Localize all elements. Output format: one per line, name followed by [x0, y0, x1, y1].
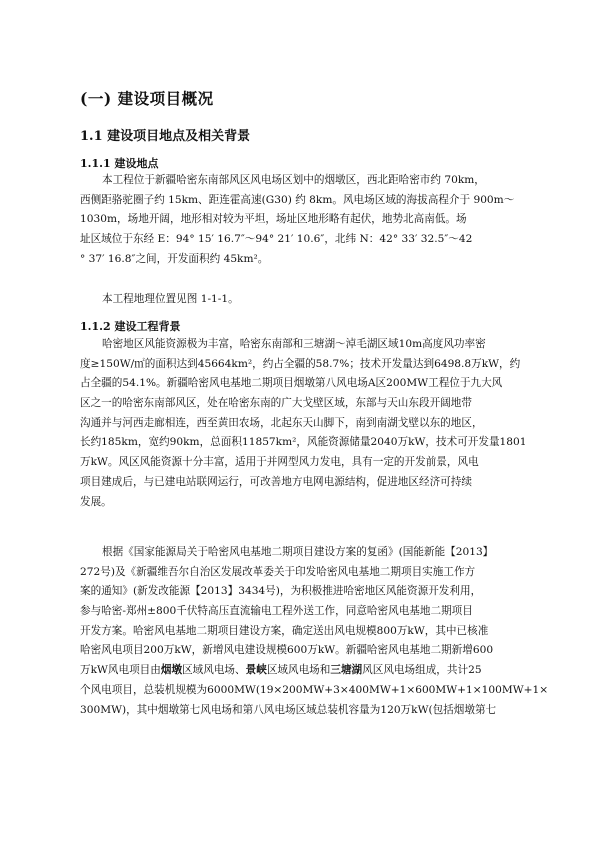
paragraph-line: 272号)及《新疆维吾尔自治区发展改革委关于印发哈密风电基地二期项目实施工作方 [80, 565, 476, 578]
paragraph-line: 300MW)，其中烟墩第七风电场和第八风电场区域总装机容量为120万kW(包括烟墩第七 [80, 703, 497, 716]
paragraph-line: 个风电项目，总装机规模为6000MW(19×200MW+3×400MW+1×600MW+1×100MW+1× [80, 683, 549, 696]
paragraph-line: 发展。 [80, 495, 112, 508]
location-paragraph [80, 171, 520, 269]
section-heading-1-1-2: 1.1.2 建设工程背景 [80, 320, 181, 333]
paragraph-line: 沟通并与河西走廊相连，西至黄田农场，北起东天山脚下，南到南湖戈壁以东的地区， [80, 416, 483, 429]
section-heading-1-1: 1.1 建设项目地点及相关背景 [80, 129, 251, 144]
paragraph-line: 项目建成后，与已建电站联网运行，可改善地方电网电源结构，促进地区经济可持续 [80, 475, 472, 488]
paragraph-line: 参与哈密-郑州±800千伏特高压直流输电工程外送工作，同意哈密风电基地二期项目 [80, 605, 473, 618]
figure-reference: 本工程地理位置见图 1-1-1。 [102, 293, 239, 305]
paragraph-line: 万kW。风区风能资源十分丰富，适用于并网型风力发电，具有一定的开发前景，风电 [80, 456, 479, 469]
paragraph-line: 度≥150W/㎡的面积达到45664km²，约占全疆的58.7%；技术开发量达到6498.8万kW，约 [80, 357, 521, 370]
paragraph-line: 占全疆的54.1%。新疆哈密风电基地二期项目烟墩第八风电场A区200MW工程位于九大风 [80, 377, 503, 390]
paragraph-line: 本工程位于新疆哈密东南部风区风电场区划中的烟墩区，西北距哈密市约 70km， [102, 174, 485, 186]
paragraph-line: 哈密地区风能资源极为丰富，哈密东南部和三塘湖～淖毛湖区域10m高度风功率密 [102, 338, 486, 350]
paragraph-line: 根据《国家能源局关于哈密风电基地二期项目建设方案的复函》(国能新能【2013】 [102, 546, 494, 558]
emphasized-place-name: 三塘湖 [330, 664, 363, 677]
paragraph-line: 1030m，场地开阔，地形相对较为平坦，场址区地形略有起伏，地势北高南低。场 [80, 213, 467, 226]
paragraph-line: 区之一的哈密东南部风区，处在哈密东南的广大戈壁区域，东部与天山东段开阔地带 [80, 397, 472, 410]
paragraph-line: 长约185km，宽约90km，总面积11857km²，风能资源储量2040万kW，技术可开发量1801 [80, 436, 527, 449]
paragraph-line: 哈密风电项目200万kW，新增风电建设规模600万kW。新疆哈密风电基地二期新增600 [80, 644, 494, 657]
paragraph-line: 万kW风电项目由烟墩区域风电场、景峡区域风电场和三塘湖风区风电场组成，共计25 [80, 664, 482, 677]
paragraph-line: 西侧距骆驼圈子约 15km、距连霍高速(G30) 约 8km。风电场区域的海拔高程介于 900m～ [80, 193, 515, 206]
section-heading-1: (一) 建设项目概况 [80, 89, 214, 108]
emphasized-place-name: 景峡 [245, 664, 267, 677]
figure-reference-paragraph [80, 290, 520, 310]
paragraph-line: 开发方案。哈密风电基地二期项目建设方案，确定送出风电规模800万kW，其中已核准 [80, 624, 489, 637]
background-paragraph-2 [80, 543, 549, 720]
emphasized-place-name: 烟墩 [160, 664, 183, 677]
background-paragraph-1 [80, 335, 527, 512]
section-heading-1-1-1: 1.1.1 建设地点 [80, 157, 159, 170]
paragraph-line: ° 37′ 16.8″之间，开发面积约 45km²。 [80, 252, 269, 265]
paragraph-line: 址区域位于东经 E：94° 15′ 16.7″～94° 21′ 10.6″，北纬 N：42° 33′ 32.5″～42 [80, 233, 473, 246]
paragraph-line: 案的通知》(新发改能源【2013】3434号)，为积极推进哈密地区风能资源开发利用， [80, 585, 482, 598]
